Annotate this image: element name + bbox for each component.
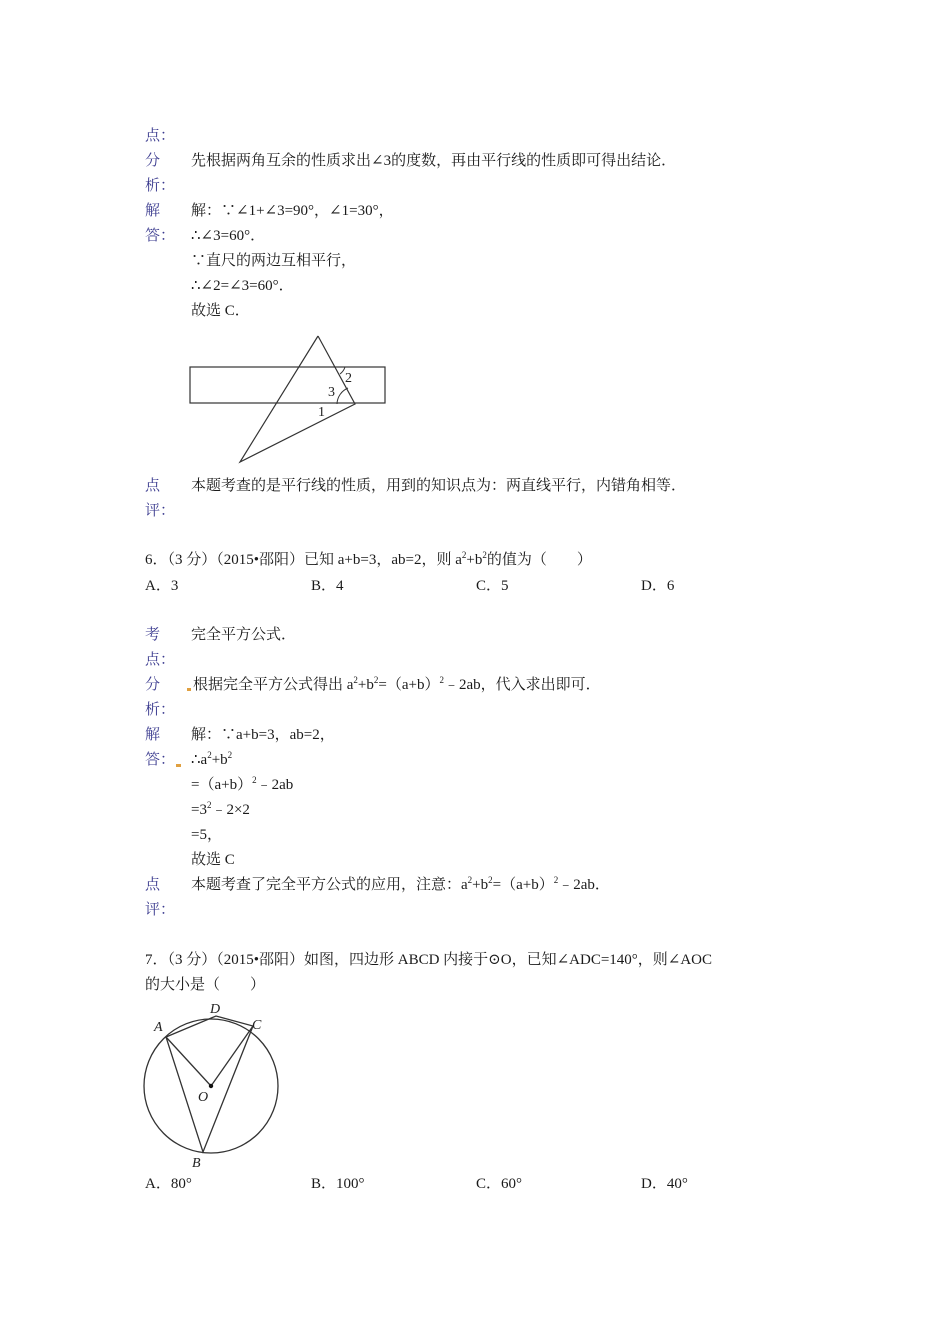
q6-option-b: B．4 [311,578,344,594]
q6-step-3b: ﹣2ab [256,777,294,793]
label-dian: 点： [145,128,176,144]
angle-arc-3 [337,388,348,404]
q6-comment-sup-3: 2 [553,875,559,885]
q6-comment-a: 本题考查了完全平方公式的应用，注意：a [191,877,468,893]
point-label-c: C [252,1018,262,1033]
angle-label-2: 2 [345,371,352,386]
q6-analysis-sup-3: 2 [439,675,444,685]
angle-label-3: 3 [328,385,335,400]
q6-step-5: =5， [191,827,222,843]
q6-step-3 [191,773,293,798]
q6-step-2-sup-2: 2 [227,750,233,760]
margin-mark [187,688,191,691]
q6-label-da: 答： [145,752,176,768]
q7-stem-line-1: 7．（3 分）（2015•邵阳）如图，四边形 ABCD 内接于⊙O，已知∠ADC=140°，则∠AOC [145,952,713,968]
q6-sup-2: 2 [482,550,487,560]
q6-mid: +b [466,552,483,568]
solution-step-5: 故选 C． [191,303,250,319]
q6-comment [191,873,610,898]
q6-step-4 [191,798,250,823]
q6-label-ping-1: 点 [145,877,161,893]
segment-oa [166,1037,211,1086]
q6-step-1: 解：∵a+b=3，ab=2， [191,727,335,743]
point-label-a: A [154,1020,163,1035]
q7-option-c: C．60° [476,1176,523,1192]
comment-text: 本题考查的是平行线的性质，用到的知识点为：两直线平行，内错角相等． [191,478,687,494]
q6-comment-d: ﹣2ab． [558,877,610,893]
q6-comment-sup-1: 2 [467,875,473,885]
solution-step-1: 解：∵∠1+∠3=90°，∠1=30°， [191,203,394,219]
q6-option-c: C．5 [476,578,509,594]
q6-comment-b: +b [472,877,489,893]
q6-option-d: D．6 [641,578,675,594]
q6-analysis-d: ﹣2ab，代入求出即可． [443,677,601,693]
q6-step-2a: ∴a [191,752,208,768]
solution-step-3: ∵直尺的两边互相平行， [191,253,357,269]
analysis-text: 先根据两角互余的性质求出∠3的度数，再由平行线的性质即可得出结论． [191,153,677,169]
q6-suffix: 的值为（ ） [486,552,592,568]
q6-step-2 [191,748,232,773]
q6-label-ping-2: 评： [145,902,176,918]
q6-comment-sup-2: 2 [488,875,493,885]
point-label-d: D [210,1002,221,1017]
q6-option-a: A．3 [145,578,179,594]
q6-prefix: 6．（3 分）（2015•邵阳）已知 a+b=3，ab=2，则 a [145,552,462,568]
circle-quadrilateral-figure [138,998,288,1174]
q6-label-xi: 析： [145,702,176,718]
q6-step-4-sup: 2 [206,800,212,810]
q6-step-6: 故选 C [191,852,235,868]
label-da: 答： [145,228,176,244]
q6-label-jie: 解 [145,727,161,743]
q6-step-2b: +b [211,752,228,768]
segment-oc [211,1026,253,1086]
q6-analysis-c: =（a+b） [378,677,440,693]
label-fen: 分 [145,153,161,169]
q6-analysis-b: +b [357,677,374,693]
q6-step-4a: =3 [191,802,207,818]
q6-analysis-sup-1: 2 [353,675,358,685]
q6-kaodian: 完全平方公式． [191,627,297,643]
label-ping-1: 点 [145,478,161,494]
label-xi: 析： [145,178,176,194]
q6-analysis [193,673,601,698]
q7-option-b: B．100° [311,1176,365,1192]
q7-option-a: A．80° [145,1176,192,1192]
point-label-b: B [192,1156,201,1171]
solution-step-4: ∴∠2=∠3=60°． [191,278,294,294]
q6-stem [145,548,592,573]
center-point [209,1084,213,1088]
q6-label-dian: 点： [145,652,176,668]
q6-analysis-sup-2: 2 [373,675,379,685]
q6-sup-1: 2 [461,550,467,560]
q6-step-4b: ﹣2×2 [211,802,250,818]
margin-mark-2 [176,764,181,767]
q7-stem-line-2: 的大小是（ ） [145,977,266,993]
ruler-triangle-figure [185,330,395,468]
q6-label-fen: 分 [145,677,161,693]
solution-step-2: ∴∠3=60°． [191,228,266,244]
q6-label-kao: 考 [145,627,161,643]
q6-step-3a: =（a+b） [191,777,253,793]
label-jie: 解 [145,203,161,219]
point-label-o: O [198,1090,209,1105]
q6-analysis-a: 根据完全平方公式得出 a [193,677,354,693]
q6-comment-c: =（a+b） [492,877,554,893]
q7-option-d: D．40° [641,1176,688,1192]
q6-step-3-sup: 2 [252,775,257,785]
q6-step-2-sup-1: 2 [207,750,212,760]
angle-label-1: 1 [318,405,325,420]
label-ping-2: 评： [145,503,176,519]
